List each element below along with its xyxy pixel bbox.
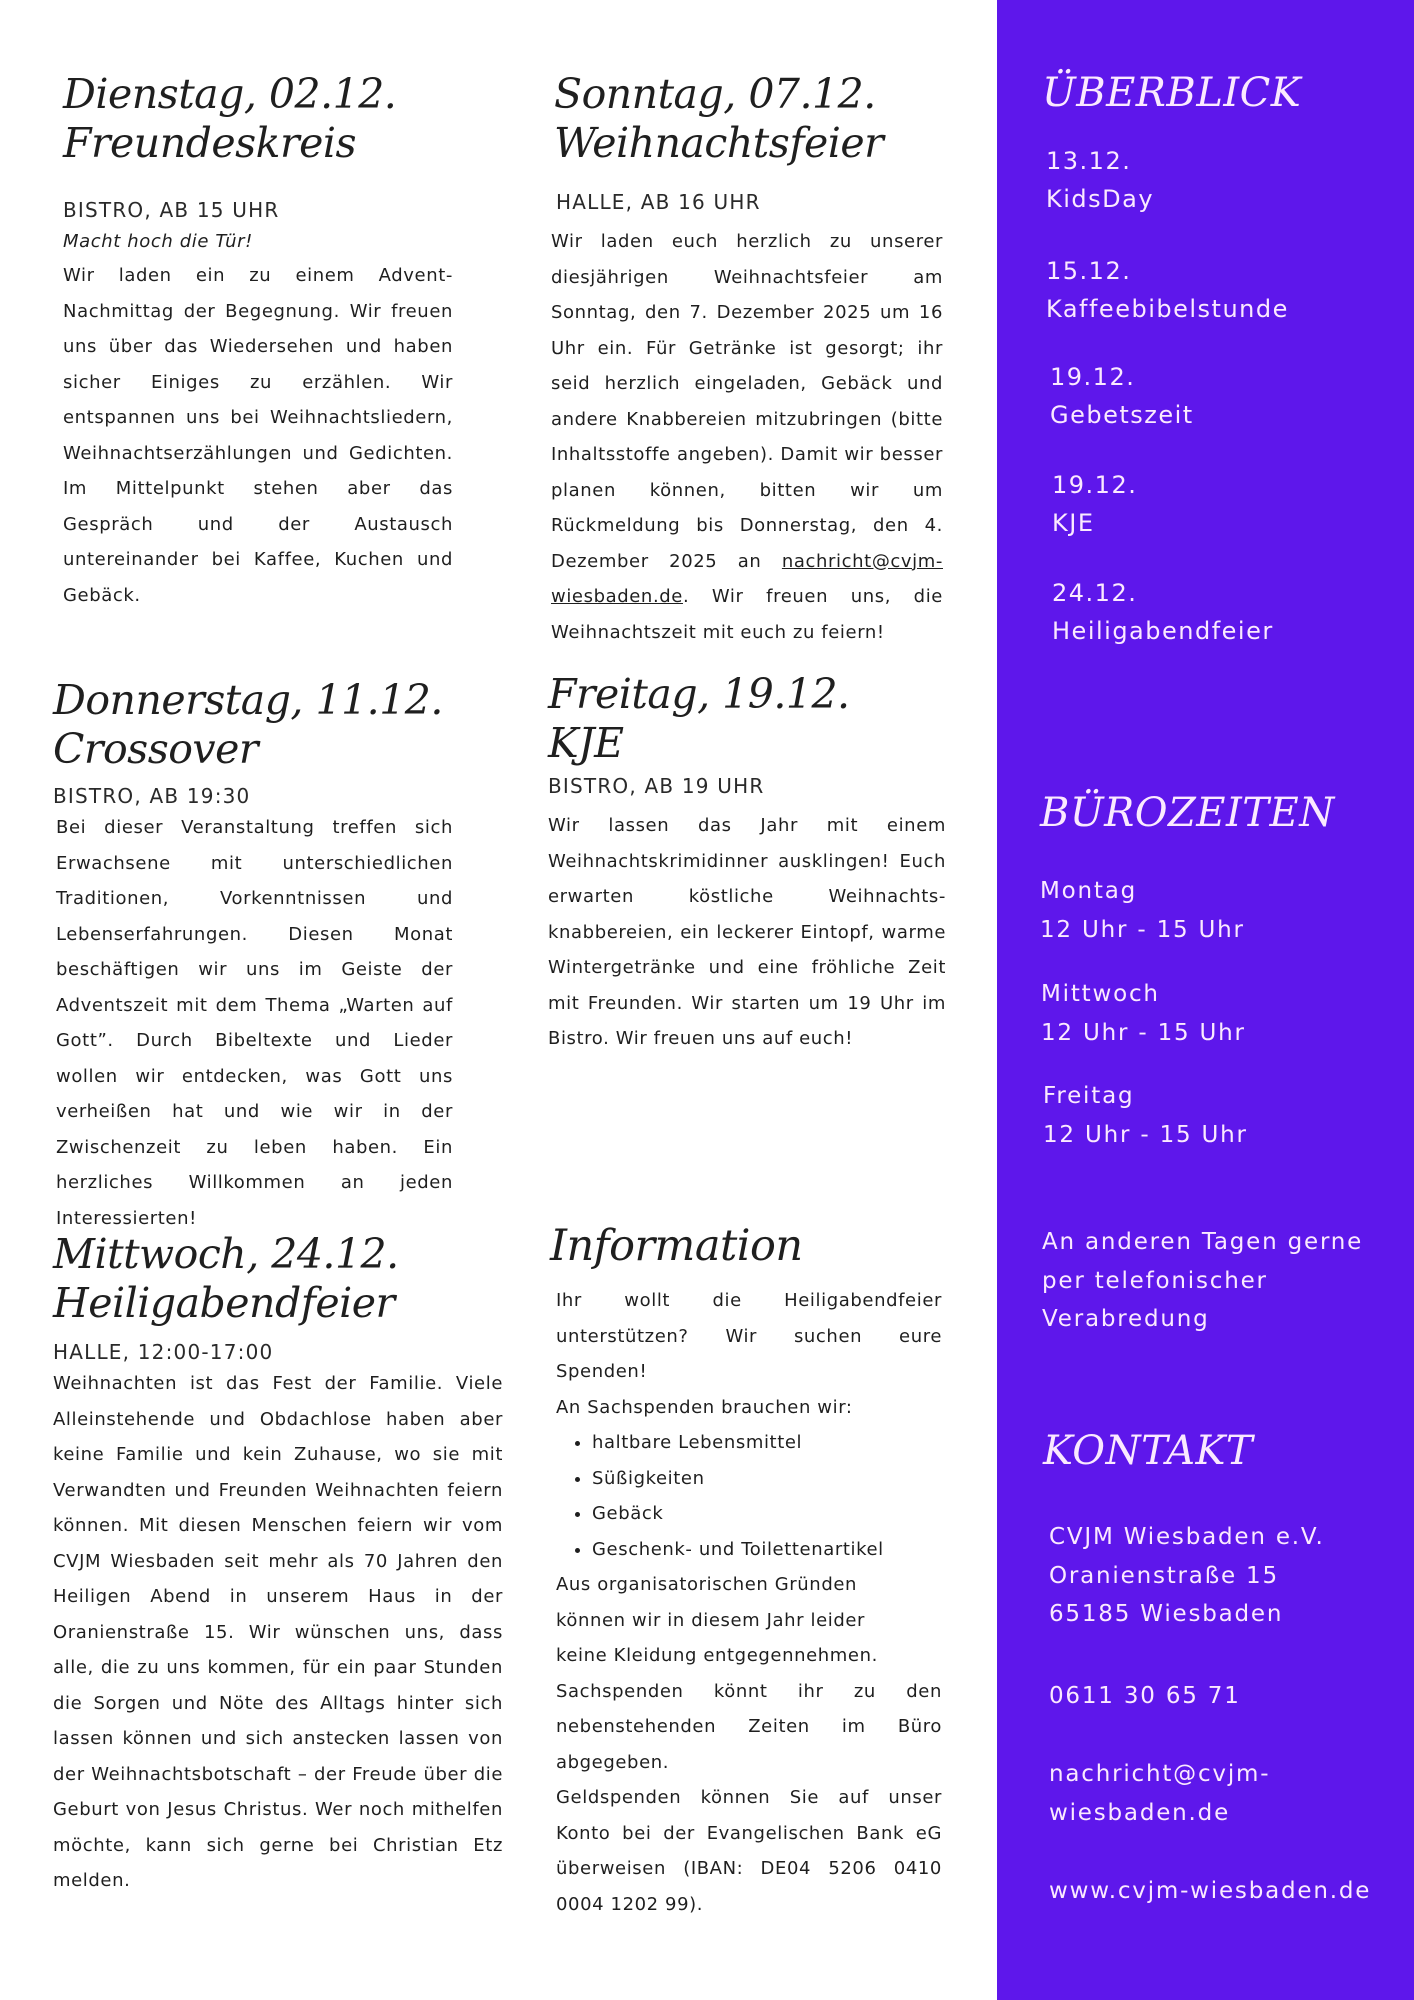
event-title: Weihnachtsfeier bbox=[554, 119, 884, 167]
donation-item: • Geschenk- und Toilettenartikel bbox=[592, 1532, 942, 1568]
contact-heading: KONTAKT bbox=[1043, 1428, 1254, 1474]
event-location: BISTRO, AB 15 UHR bbox=[63, 198, 280, 222]
overview-date: 19.12. bbox=[1050, 363, 1136, 391]
money-donation-note: Geldspenden können Sie auf unser Konto bei der Evangelischen Bank eG überweisen (IBAN: DE04 5206 0410 0004 1202 99). bbox=[556, 1787, 942, 1915]
clothing-note bbox=[556, 1567, 942, 1674]
clothing-line: keine Kleidung entgegennehmen. bbox=[556, 1645, 878, 1666]
overview-name: KidsDay bbox=[1046, 185, 1155, 213]
overview-item bbox=[1046, 252, 1289, 328]
office-day: Mittwoch bbox=[1041, 981, 1160, 1007]
event-location: BISTRO, AB 19:30 bbox=[53, 784, 251, 808]
clothing-line: können wir in diesem Jahr leider bbox=[556, 1609, 866, 1631]
event-date: Freitag, 19.12. bbox=[548, 670, 850, 718]
note-line: An anderen Tagen gerne bbox=[1042, 1229, 1364, 1255]
information-heading: Information bbox=[550, 1221, 803, 1271]
overview-date: 15.12. bbox=[1046, 257, 1132, 285]
donation-item: • Gebäck bbox=[592, 1496, 942, 1532]
event-heading bbox=[53, 1230, 503, 1328]
event-title: Crossover bbox=[53, 725, 258, 773]
event-location: BISTRO, AB 19 UHR bbox=[548, 774, 765, 798]
office-hours-day bbox=[1040, 872, 1245, 949]
event-description: Wir laden ein zu einem Advent-Nachmittag der Begegnung. Wir freuen uns über das Wiedersehen und haben sicher Einiges zu erzählen. Wir entspannen uns bei Weihnachtsliedern, Weihnachtserzählungen und Gedichten. Im Mittelpunkt stehen aber das Gespräch und der Austausch untereinander bei Kaffee, Kuchen und Gebäck. bbox=[63, 265, 453, 606]
event-weihnachtsfeier bbox=[551, 70, 943, 650]
overview-date: 24.12. bbox=[1052, 579, 1138, 607]
donation-list-intro: An Sachspenden brauchen wir: bbox=[556, 1396, 853, 1418]
event-date: Sonntag, 07.12. bbox=[554, 70, 876, 118]
overview-name: KJE bbox=[1052, 509, 1095, 537]
event-title: KJE bbox=[548, 719, 624, 767]
overview-item bbox=[1046, 142, 1154, 218]
description-text-end: . Wir freuen uns, die Weihnachtszeit mit euch zu feiern! bbox=[551, 586, 943, 643]
office-time: 12 Uhr - 15 Uhr bbox=[1043, 1121, 1248, 1148]
contact-email[interactable] bbox=[1049, 1755, 1270, 1832]
office-day: Freitag bbox=[1043, 1083, 1135, 1109]
office-hours-day bbox=[1043, 1077, 1248, 1154]
email-link[interactable]: nachricht@cvjm-wiesbaden.de bbox=[551, 550, 943, 607]
event-location: HALLE, AB 16 UHR bbox=[556, 190, 761, 214]
event-kje bbox=[548, 670, 946, 1057]
event-heading bbox=[548, 670, 946, 768]
event-description: Wir lassen das Jahr mit einem Weihnachtskrimidinner ausklingen! Euch erwarten köstliche Weihnachts-knabbereien, ein leckerer Eintopf, warme Wintergetränke und eine fröhliche Zeit mit Freunden. Wir starten um 19 Uhr im Bistro. Wir freuen uns auf euch! bbox=[548, 815, 946, 1049]
event-freundeskreis bbox=[63, 70, 453, 613]
event-description: Weihnachten ist das Fest der Familie. Viele Alleinstehende und Obdachlose haben aber keine Familie und kein Zuhause, wo sie mit Verwandten und Freunden Weihnachten feiern können. Mit diesen Menschen feiern wir vom CVJM Wiesbaden seit mehr als 70 Jahren den Heiligen Abend in unserem Haus in der Oranienstraße 15. Wir wünschen uns, dass alle, die zu uns kommen, für ein paar Stunden die Sorgen und Nöte des Alltags hinter sich lassen können und sich anstecken lassen von der Weihnachtsbotschaft – der Freude über die Geburt von Jesus Christus. Wer noch mithelfen möchte, kann sich gerne bei Christian Etz melden. bbox=[53, 1373, 503, 1891]
email-line[interactable]: nachricht@cvjm- bbox=[1049, 1761, 1271, 1787]
overview-item bbox=[1052, 574, 1274, 650]
event-description bbox=[551, 224, 943, 650]
event-date: Mittwoch, 24.12. bbox=[53, 1230, 399, 1278]
note-line: per telefonischer bbox=[1042, 1267, 1268, 1294]
donation-item: • Süßigkeiten bbox=[592, 1461, 942, 1497]
dropoff-note: Sachspenden könnt ihr zu den nebenstehenden Zeiten im Büro abgegeben. bbox=[556, 1680, 942, 1773]
event-title: Freundeskreis bbox=[63, 119, 357, 167]
description-text: Wir laden euch herzlich zu unserer diesjährigen Weihnachtsfeier am Sonntag, den 7. Dezember 2025 um 16 Uhr ein. Für Getränke ist gesorgt; ihr seid herzlich eingeladen, Gebäck und andere Knabbereien mitzubringen (bitte Inhaltsstoffe angeben). Damit wir besser planen können, bitten wir um Rückmeldung bis Donnerstag, den 4. Dezember 2025 an bbox=[551, 231, 943, 572]
donation-item: • haltbare Lebensmittel bbox=[592, 1425, 942, 1461]
contact-city: 65185 Wiesbaden bbox=[1049, 1601, 1284, 1627]
email-line[interactable]: wiesbaden.de bbox=[1049, 1799, 1231, 1826]
overview-date: 19.12. bbox=[1052, 471, 1138, 499]
overview-heading: ÜBERBLICK bbox=[1042, 70, 1302, 116]
contact-org: CVJM Wiesbaden e.V. bbox=[1049, 1524, 1325, 1550]
event-location: HALLE, 12:00-17:00 bbox=[53, 1340, 274, 1364]
overview-name: Kaffeebibelstunde bbox=[1046, 295, 1289, 323]
event-heading bbox=[551, 70, 943, 168]
office-time: 12 Uhr - 15 Uhr bbox=[1040, 916, 1245, 943]
overview-date: 13.12. bbox=[1046, 147, 1132, 175]
overview-name: Heiligabendfeier bbox=[1052, 617, 1274, 645]
information-section bbox=[550, 1222, 942, 1922]
contact-website[interactable]: www.cvjm-wiesbaden.de bbox=[1049, 1878, 1372, 1904]
donation-list bbox=[556, 1425, 942, 1567]
event-heading bbox=[63, 70, 453, 168]
overview-name: Gebetszeit bbox=[1050, 401, 1194, 429]
contact-street: Oranienstraße 15 bbox=[1049, 1562, 1279, 1589]
clothing-line: Aus organisatorischen Gründen bbox=[556, 1574, 858, 1595]
office-hours-note bbox=[1042, 1223, 1363, 1339]
event-description: Bei dieser Veranstaltung treffen sich Erwachsene mit unterschiedlichen Traditionen, Vorkenntnissen und Lebenserfahrungen. Diesen Monat beschäftigen wir uns im Geiste der Adventszeit mit dem Thema „Warten auf Gott”. Durch Bibeltexte und Lieder wollen wir entdecken, was Gott uns verheißen hat und wie wir in der Zwischenzeit zu leben haben. Ein herzliches Willkommen an jeden Interessierten! bbox=[56, 817, 453, 1229]
overview-item bbox=[1050, 358, 1194, 434]
office-hours-day bbox=[1041, 975, 1246, 1052]
sidebar bbox=[997, 0, 1414, 2000]
office-day: Montag bbox=[1040, 878, 1138, 904]
event-title: Heiligabendfeier bbox=[53, 1279, 395, 1327]
contact-phone[interactable]: 0611 30 65 71 bbox=[1049, 1683, 1241, 1709]
event-subtitle: Macht hoch die Tür! bbox=[63, 231, 253, 252]
note-line: Verabredung bbox=[1042, 1306, 1210, 1332]
event-date: Donnerstag, 11.12. bbox=[53, 676, 443, 724]
event-heiligabendfeier bbox=[53, 1230, 503, 1899]
event-crossover bbox=[53, 676, 453, 1236]
contact-address bbox=[1049, 1518, 1325, 1634]
office-hours-heading: BÜROZEITEN bbox=[1040, 790, 1335, 836]
event-heading bbox=[53, 676, 453, 774]
overview-item bbox=[1052, 466, 1137, 542]
information-intro: Ihr wollt die Heiligabendfeier unterstützen? Wir suchen eure Spenden! bbox=[556, 1290, 942, 1382]
office-time: 12 Uhr - 15 Uhr bbox=[1041, 1019, 1246, 1046]
event-date: Dienstag, 02.12. bbox=[63, 70, 397, 118]
